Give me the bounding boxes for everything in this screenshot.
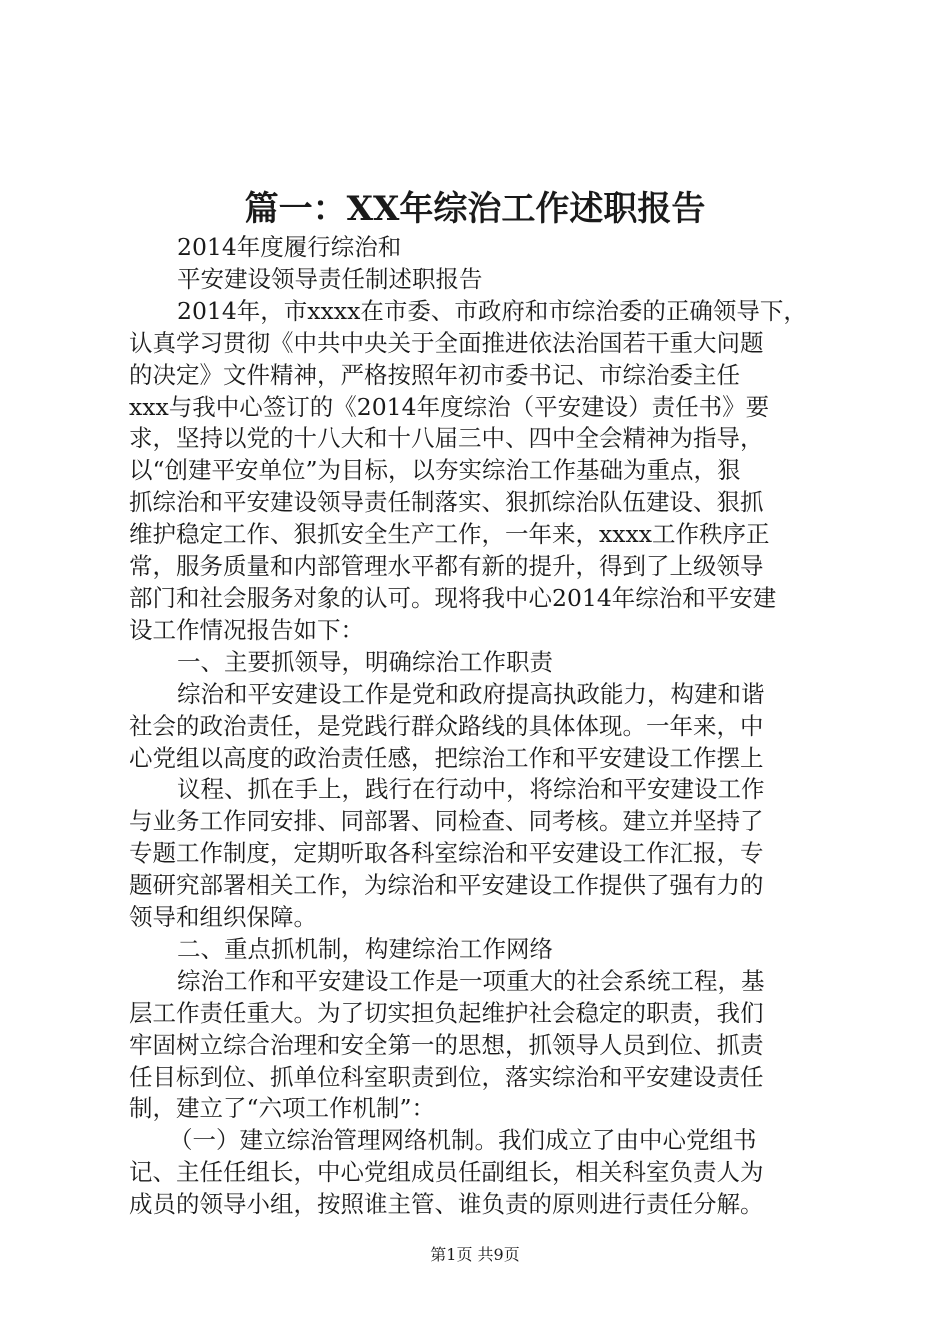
body-line: 的决定》文件精神，严格按照年初市委书记、市综治委主任 (129, 360, 740, 389)
body-line: 认真学习贯彻《中共中央关于全面推进依法治国若干重大问题 (129, 328, 764, 357)
body-line: 综治和平安建设工作是党和政府提高执政能力，构建和谐 (177, 679, 765, 708)
body-line: 2014年，市xxxx在市委、市政府和市综治委的正确领导下， (177, 296, 807, 325)
body-line: 题研究部署相关工作，为综治和平安建设工作提供了强有力的 (129, 871, 764, 900)
body-line: 平安建设领导责任制述职报告 (177, 264, 483, 293)
body-line: 制，建立了“六项工作机制”： (129, 1094, 436, 1123)
body-line: 维护稳定工作、狠抓安全生产工作，一年来，xxxx工作秩序正 (129, 520, 770, 549)
body-line: 常，服务质量和内部管理水平都有新的提升，得到了上级领导 (129, 552, 764, 581)
body-line: （一）建立综治管理网络机制。我们成立了由中心党组书 (169, 1126, 757, 1155)
page-footer: 第1页 共9页 (430, 1245, 520, 1264)
body-line: 心党组以高度的政治责任感，把综治工作和平安建设工作摆上 (129, 743, 764, 772)
body-line: 与业务工作同安排、同部署、同检查、同考核。建立并坚持了 (129, 807, 764, 836)
body-line: 任目标到位、抓单位科室职责到位，落实综治和平安建设责任 (129, 1062, 764, 1091)
body-line: 议程、抓在手上，践行在行动中，将综治和平安建设工作 (177, 775, 765, 804)
body-line: 牢固树立综合治理和安全第一的思想，抓领导人员到位、抓责 (129, 1030, 764, 1059)
body-line: 成员的领导小组，按照谁主管、谁负责的原则进行责任分解。 (129, 1190, 764, 1219)
body-line: 领导和组织保障。 (129, 903, 317, 932)
body-line: 求，坚持以党的十八大和十八届三中、四中全会精神为指导， (129, 424, 764, 453)
document-body (129, 232, 831, 1221)
document-title: 篇一：XX年综治工作述职报告 (244, 189, 706, 229)
body-line: xxx与我中心签订的《2014年度综治（平安建设）责任书》要 (129, 392, 770, 421)
body-line: 社会的政治责任，是党践行群众路线的具体体现。一年来，中 (129, 711, 764, 740)
body-line: 抓综治和平安建设领导责任制落实、狠抓综治队伍建设、狠抓 (129, 488, 764, 517)
body-line: 2014年度履行综治和 (177, 233, 402, 261)
section-heading: 一、主要抓领导，明确综治工作职责 (177, 647, 553, 676)
body-line: 记、主任任组长，中心党组成员任副组长，相关科室负责人为 (129, 1158, 764, 1187)
body-line: 专题工作制度，定期听取各科室综治和平安建设工作汇报，专 (129, 839, 764, 868)
body-line: 设工作情况报告如下： (129, 615, 364, 644)
body-line: 部门和社会服务对象的认可。现将我中心2014年综治和平安建 (129, 583, 777, 612)
body-line: 以“创建平安单位”为目标，以夯实综治工作基础为重点，狠 (129, 456, 741, 485)
body-line: 层工作责任重大。为了切实担负起维护社会稳定的职责，我们 (129, 998, 764, 1027)
body-line: 综治工作和平安建设工作是一项重大的社会系统工程，基 (177, 966, 765, 995)
section-heading: 二、重点抓机制，构建综治工作网络 (177, 934, 553, 963)
